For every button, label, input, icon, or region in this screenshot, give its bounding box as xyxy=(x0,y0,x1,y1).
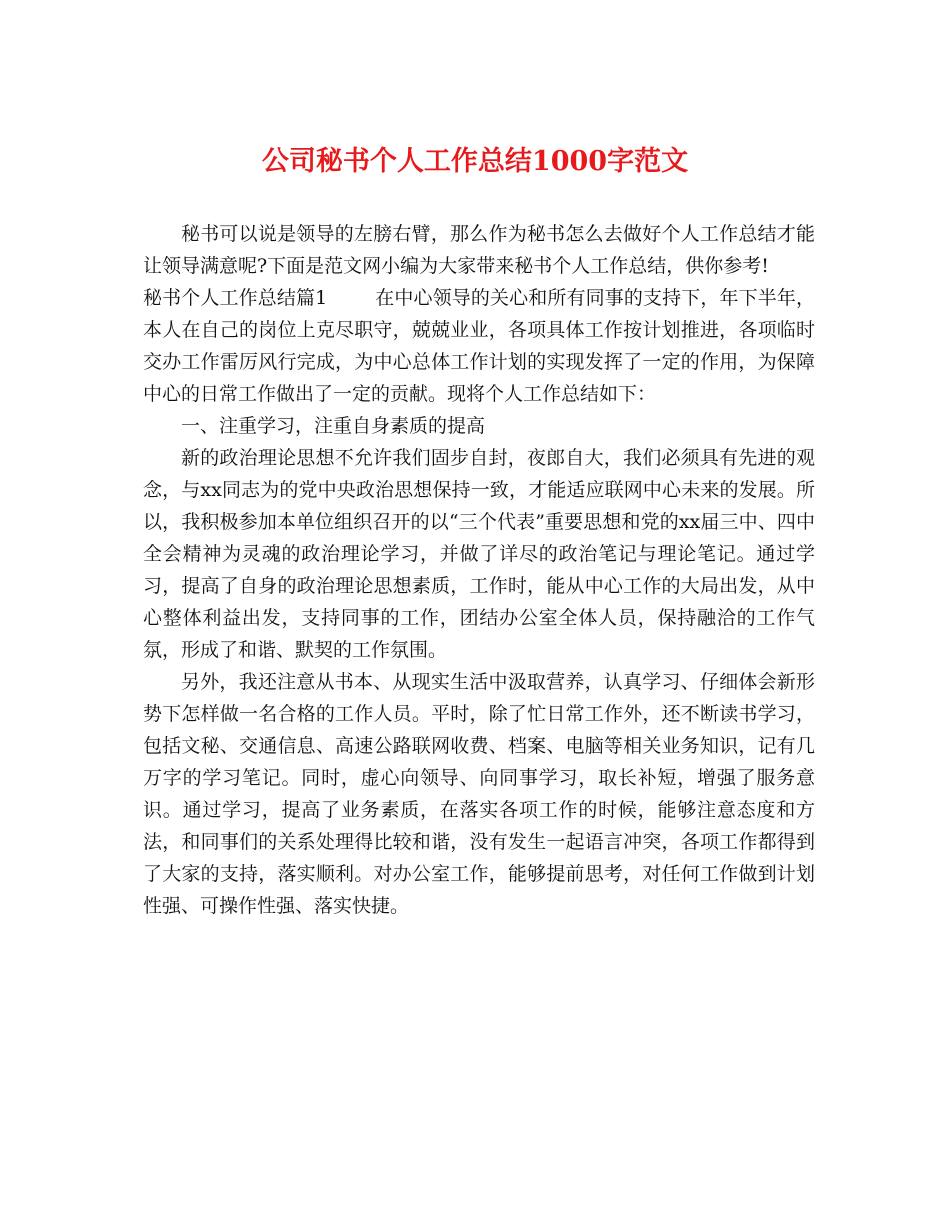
intro-paragraph: 秘书可以说是领导的左膀右臂，那么作为秘书怎么去做好个人工作总结才能让领导满意呢?下面是范文网小编为大家带来秘书个人工作总结，供你参考! xyxy=(143,223,815,277)
document-title: 公司秘书个人工作总结1000字范文 xyxy=(261,146,689,177)
section-heading: 一、注重学习，注重自身素质的提高 xyxy=(181,415,486,437)
article-heading: 秘书个人工作总结篇1 xyxy=(143,287,328,309)
article-opening-paragraph xyxy=(143,282,815,410)
document-body xyxy=(143,218,815,922)
body-paragraph-1: 新的政治理论思想不允许我们固步自封，夜郎自大，我们必须具有先进的观念，与xx同志为的党中央政治思想保持一致，才能适应联网中心未来的发展。所以，我积极参加本单位组织召开的以“三个代表”重要思想和党的xx届三中、四中全会精神为灵魂的政治理论学习，并做了详尽的政治笔记与理论笔记。通过学习，提高了自身的政治理论思想素质，工作时，能从中心工作的大局出发，从中心整体利益出发，支持同事的工作，团结办公室全体人员，保持融洽的工作气氛，形成了和谐、默契的工作氛围。 xyxy=(143,447,815,661)
article-opening-text: 在中心领导的关心和所有同事的支持下，年下半年，本人在自己的岗位上克尽职守，兢兢业业，各项具体工作按计划推进，各项临时交办工作雷厉风行完成，为中心总体工作计划的实现发挥了一定的作用，为保障中心的日常工作做出了一定的贡献。现将个人工作总结如下： xyxy=(143,287,815,405)
body-paragraph-2: 另外，我还注意从书本、从现实生活中汲取营养，认真学习、仔细体会新形势下怎样做一名合格的工作人员。平时，除了忙日常工作外，还不断读书学习，包括文秘、交通信息、高速公路联网收费、档案、电脑等相关业务知识，记有几万字的学习笔记。同时，虚心向领导、向同事学习，取长补短，增强了服务意识。通过学习，提高了业务素质，在落实各项工作的时候，能够注意态度和方法，和同事们的关系处理得比较和谐，没有发生一起语言冲突，各项工作都得到了大家的支持，落实顺利。对办公室工作，能够提前思考，对任何工作做到计划性强、可操作性强、落实快捷。 xyxy=(143,671,815,917)
